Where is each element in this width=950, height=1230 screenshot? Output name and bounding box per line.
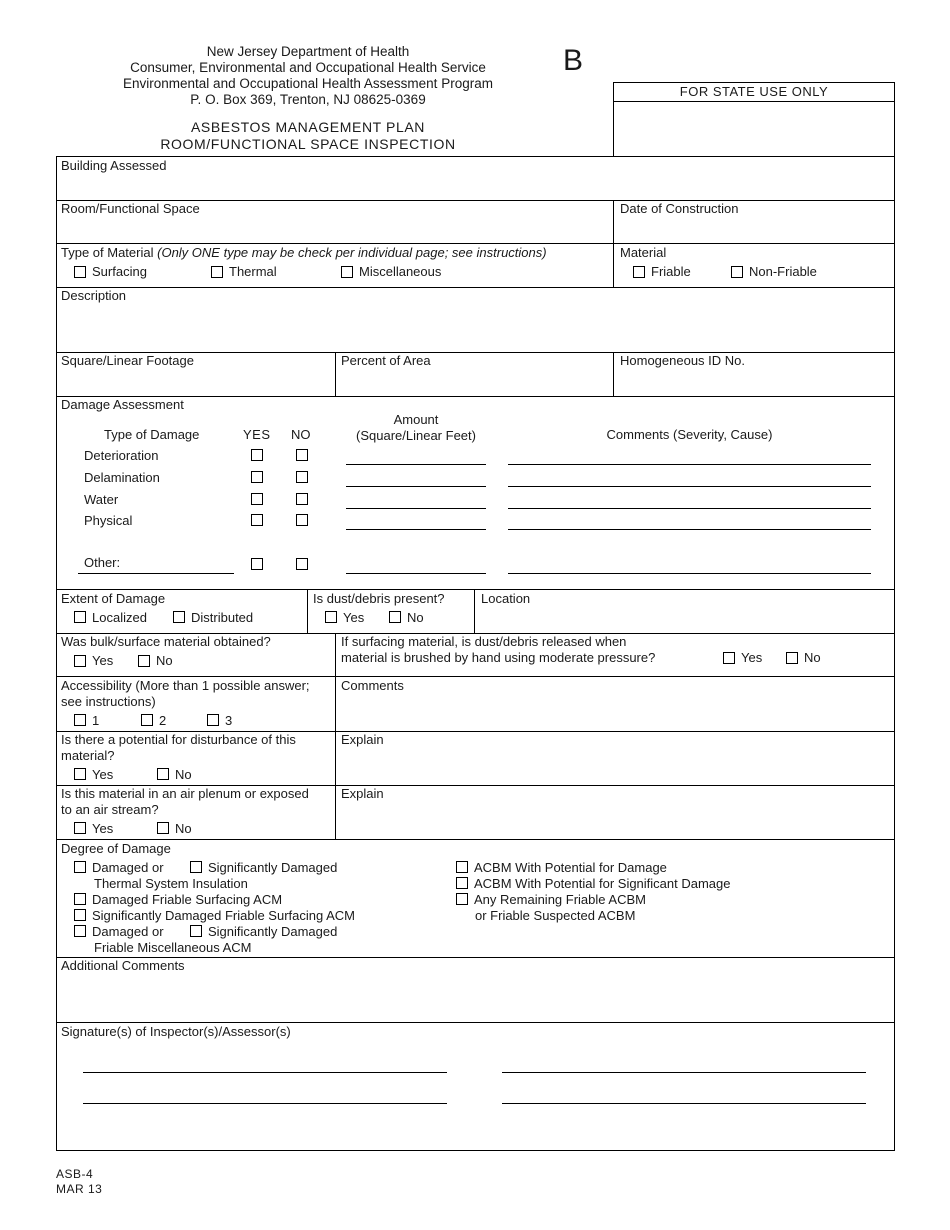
signature-line-1[interactable] (83, 1072, 447, 1073)
access-1-checkbox[interactable] (74, 714, 86, 726)
bulk-no-label: No (156, 653, 173, 668)
water-amount-line[interactable] (346, 508, 486, 509)
physical-yes-checkbox[interactable] (251, 514, 263, 526)
additional-comments-field[interactable] (58, 976, 892, 1020)
thermal-checkbox[interactable] (211, 266, 223, 278)
surfacing-yes-checkbox[interactable] (723, 652, 735, 664)
disturb-yes-checkbox[interactable] (74, 768, 86, 780)
surfacing-no-label: No (804, 650, 821, 665)
plenum-no-checkbox[interactable] (157, 822, 169, 834)
surfacing-label: Surfacing (92, 264, 147, 279)
plenum-yes-checkbox[interactable] (74, 822, 86, 834)
plenum-label-2: to an air stream? (61, 802, 159, 817)
amount-header: Amount (393, 412, 439, 427)
deterioration-amount-line[interactable] (346, 464, 486, 465)
deterioration-no-checkbox[interactable] (296, 449, 308, 461)
signature-label: Signature(s) of Inspector(s)/Assessor(s) (61, 1024, 291, 1039)
header-dept: New Jersey Department of Health (206, 44, 410, 59)
delamination-comments-line[interactable] (508, 486, 871, 487)
access-3-label: 3 (225, 713, 233, 728)
degree-tsi-damaged-checkbox[interactable] (74, 861, 86, 873)
water-comments-line[interactable] (508, 508, 871, 509)
localized-checkbox[interactable] (74, 611, 86, 623)
plenum-yes-label: Yes (92, 821, 114, 836)
degree-surfacing-significant-checkbox[interactable] (74, 909, 86, 921)
other-comments-line[interactable] (508, 573, 871, 574)
access-1-label: 1 (92, 713, 100, 728)
homogeneous-label: Homogeneous ID No. (620, 353, 746, 368)
delamination-yes-checkbox[interactable] (251, 471, 263, 483)
signature-line-3[interactable] (83, 1103, 447, 1104)
non-friable-label: Non-Friable (749, 264, 817, 279)
room-label: Room/Functional Space (61, 201, 200, 216)
no-header: NO (291, 427, 311, 442)
degree-surfacing-damaged-label: Damaged Friable Surfacing ACM (92, 892, 283, 907)
footage-label: Square/Linear Footage (61, 353, 194, 368)
degree-title: Degree of Damage (61, 841, 171, 856)
form-code: ASB-4 (56, 1167, 94, 1181)
disturb-explain-field[interactable] (338, 749, 892, 783)
bulk-yes-label: Yes (92, 653, 114, 668)
form-date: MAR 13 (56, 1182, 103, 1196)
header-program: Environmental and Occupational Health Assessment Program (123, 76, 493, 91)
dust-no-label: No (407, 610, 424, 625)
bulk-no-checkbox[interactable] (138, 655, 150, 667)
disturb-label-2: material? (61, 748, 115, 763)
form-title-1: ASBESTOS MANAGEMENT PLAN (190, 119, 426, 135)
signature-line-2[interactable] (502, 1072, 866, 1073)
surfacing-yes-label: Yes (741, 650, 763, 665)
physical-comments-line[interactable] (508, 529, 871, 530)
water-yes-checkbox[interactable] (251, 493, 263, 505)
access-2-label: 2 (159, 713, 167, 728)
signature-line-4[interactable] (502, 1103, 866, 1104)
description-field[interactable] (58, 306, 892, 350)
degree-tsi-label: Thermal System Insulation (94, 876, 248, 891)
dust-yes-checkbox[interactable] (325, 611, 337, 623)
plenum-label-1: Is this material in an air plenum or exposed (61, 786, 309, 801)
deterioration-label: Deterioration (84, 448, 159, 463)
degree-misc-damaged-label: Damaged or (92, 924, 164, 939)
dust-yes-label: Yes (343, 610, 365, 625)
extent-label: Extent of Damage (61, 591, 166, 606)
date-construction-label: Date of Construction (620, 201, 739, 216)
description-label: Description (61, 288, 127, 303)
header-service: Consumer, Environmental and Occupational Health Service (130, 60, 486, 75)
bulk-label: Was bulk/surface material obtained? (61, 634, 271, 649)
percent-label: Percent of Area (341, 353, 431, 368)
physical-label: Physical (84, 513, 133, 528)
plenum-explain-label: Explain (341, 786, 384, 801)
disturb-yes-label: Yes (92, 767, 114, 782)
miscellaneous-label: Miscellaneous (359, 264, 442, 279)
material-label: Material (620, 245, 667, 260)
room-field[interactable] (58, 218, 610, 241)
access-2-checkbox[interactable] (141, 714, 153, 726)
surfacing-checkbox[interactable] (74, 266, 86, 278)
degree-potential-checkbox[interactable] (456, 861, 468, 873)
plenum-no-label: No (175, 821, 192, 836)
disturb-no-checkbox[interactable] (157, 768, 169, 780)
degree-suspected-label: or Friable Suspected ACBM (475, 908, 636, 923)
degree-potential-significant-label: ACBM With Potential for Significant Damage (474, 876, 731, 891)
distributed-label: Distributed (191, 610, 254, 625)
dust-no-checkbox[interactable] (389, 611, 401, 623)
delamination-amount-line[interactable] (346, 486, 486, 487)
accessibility-label-1: Accessibility (More than 1 possible answer; (61, 678, 310, 693)
friable-checkbox[interactable] (633, 266, 645, 278)
header-address: P. O. Box 369, Trenton, NJ 08625-0369 (190, 92, 426, 107)
access-comments-label: Comments (341, 678, 404, 693)
building-assessed-field[interactable] (58, 176, 892, 198)
additional-comments-label: Additional Comments (61, 958, 185, 973)
footage-field[interactable] (58, 370, 332, 394)
access-comments-field[interactable] (338, 695, 892, 729)
degree-misc-significant-label: Significantly Damaged (208, 924, 338, 939)
other-type-line[interactable] (78, 573, 234, 574)
access-3-checkbox[interactable] (207, 714, 219, 726)
form-title-2: ROOM/FUNCTIONAL SPACE INSPECTION (160, 136, 456, 152)
surfacing-question-line1: If surfacing material, is dust/debris released when (341, 634, 627, 649)
delamination-no-checkbox[interactable] (296, 471, 308, 483)
water-label: Water (84, 492, 119, 507)
yes-header: YES (243, 427, 271, 442)
degree-tsi-significant-label: Significantly Damaged (208, 860, 338, 875)
degree-misc-damaged-checkbox[interactable] (74, 925, 86, 937)
surfacing-no-checkbox[interactable] (786, 652, 798, 664)
degree-tsi-significant-checkbox[interactable] (190, 861, 202, 873)
degree-remaining-checkbox[interactable] (456, 893, 468, 905)
deterioration-comments-line[interactable] (508, 464, 871, 465)
degree-tsi-damaged-label: Damaged or (92, 860, 164, 875)
degree-surfacing-damaged-checkbox[interactable] (74, 893, 86, 905)
miscellaneous-checkbox[interactable] (341, 266, 353, 278)
other-no-checkbox[interactable] (296, 558, 308, 570)
accessibility-label-2: see instructions) (61, 694, 156, 709)
other-label: Other: (84, 555, 121, 570)
disturb-explain-label: Explain (341, 732, 384, 747)
localized-label: Localized (92, 610, 147, 625)
percent-field[interactable] (338, 370, 610, 394)
type-material-note: (Only ONE type may be check per individual page; see instructions) (157, 245, 547, 260)
date-construction-field[interactable] (616, 218, 892, 241)
non-friable-checkbox[interactable] (731, 266, 743, 278)
building-assessed-label: Building Assessed (61, 158, 167, 173)
type-material-label: Type of Material (Only ONE type may be check per individual page; see instructions) (61, 245, 547, 260)
type-of-damage-header: Type of Damage (104, 427, 200, 442)
disturb-no-label: No (175, 767, 192, 782)
location-field[interactable] (477, 608, 892, 631)
damage-assessment-title: Damage Assessment (61, 397, 184, 412)
plenum-explain-field[interactable] (338, 803, 892, 837)
delamination-label: Delamination (84, 470, 160, 485)
disturb-label-1: Is there a potential for disturbance of this (61, 732, 296, 747)
form-letter: B (563, 44, 584, 77)
amount-units-header: (Square/Linear Feet) (356, 428, 476, 443)
degree-remaining-label: Any Remaining Friable ACBM (474, 892, 646, 907)
degree-misc-significant-checkbox[interactable] (190, 925, 202, 937)
bulk-yes-checkbox[interactable] (74, 655, 86, 667)
degree-misc-label: Friable Miscellaneous ACM (94, 940, 252, 955)
degree-surfacing-significant-label: Significantly Damaged Friable Surfacing ACM (92, 908, 356, 923)
distributed-checkbox[interactable] (173, 611, 185, 623)
physical-no-checkbox[interactable] (296, 514, 308, 526)
degree-potential-label: ACBM With Potential for Damage (474, 860, 667, 875)
water-no-checkbox[interactable] (296, 493, 308, 505)
location-label: Location (481, 591, 531, 606)
other-yes-checkbox[interactable] (251, 558, 263, 570)
physical-amount-line[interactable] (346, 529, 486, 530)
surfacing-question-line2: material is brushed by hand using moderate pressure? (341, 650, 656, 665)
friable-label: Friable (651, 264, 691, 279)
deterioration-yes-checkbox[interactable] (251, 449, 263, 461)
thermal-label: Thermal (229, 264, 277, 279)
other-amount-line[interactable] (346, 573, 486, 574)
dust-present-label: Is dust/debris present? (313, 591, 445, 606)
degree-potential-significant-checkbox[interactable] (456, 877, 468, 889)
state-use-label: FOR STATE USE ONLY (679, 84, 829, 99)
homogeneous-field[interactable] (616, 370, 892, 394)
comments-header: Comments (Severity, Cause) (606, 427, 773, 442)
